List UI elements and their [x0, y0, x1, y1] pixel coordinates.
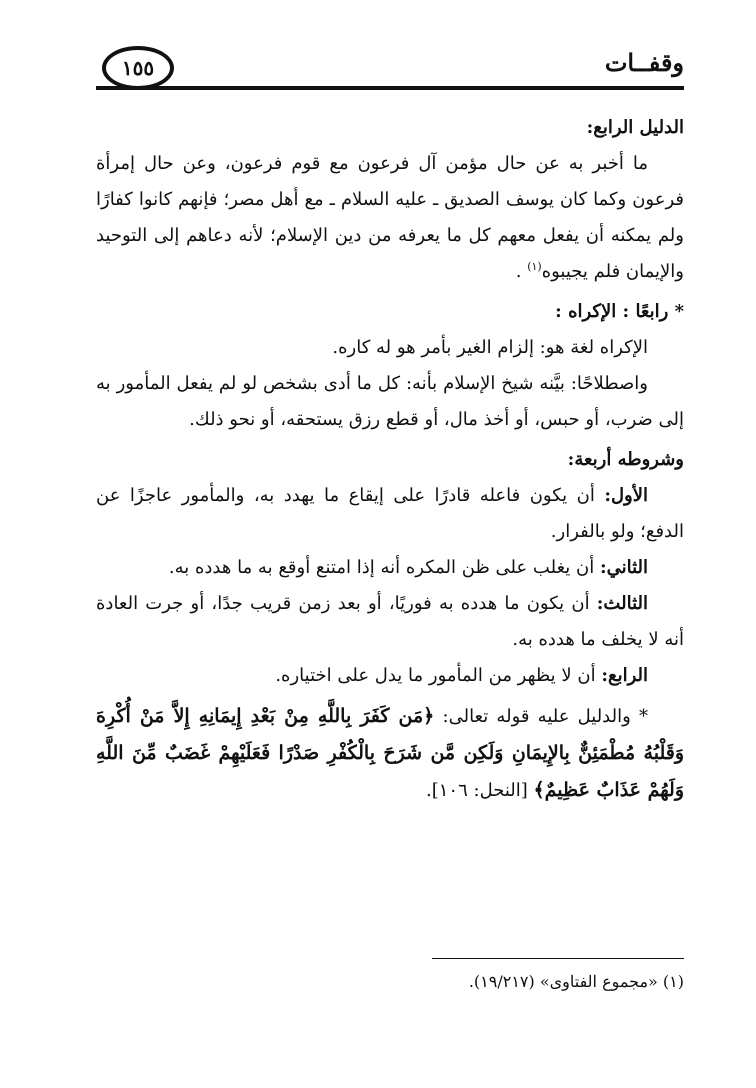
header-rule: [96, 86, 684, 90]
evidence-four-text-end: .: [515, 261, 528, 282]
condition-label: الثاني:: [599, 557, 648, 578]
page-number: ١٥٥: [102, 46, 174, 90]
evidence-intro: * والدليل عليه قوله تعالى:: [434, 706, 648, 727]
ikrah-lughah: الإكراه لغة هو: إلزام الغير بأمر هو له كاره.: [332, 337, 648, 358]
verse-citation: [النحل: ١٠٦].: [426, 780, 534, 801]
condition-item: [96, 478, 684, 550]
page-body: [96, 110, 684, 809]
page-header: [96, 44, 684, 94]
condition-label: الأول:: [604, 485, 648, 506]
footnote-ref[interactable]: (١): [527, 260, 542, 273]
condition-item: [96, 550, 684, 586]
section-heading-ikrah: * رابعًا : الإكراه :: [555, 301, 684, 322]
evidence-four-text: ما أخبر به عن حال مؤمن آل فرعون مع قوم فرعون، وعن حال إمرأة فرعون وكما كان يوسف الصديق ـ عليه السلام ـ مع أهل مصر؛ فإنهم كانوا كفارًا ولم يمكنه أن يفعل معهم كل ما يعرفه من دين الإسلام؛ لأنه دعاهم إلى التوحيد والإيمان فلم يجيبوه: [96, 153, 684, 282]
condition-label: الرابع:: [601, 665, 648, 686]
conditions-heading: وشروطه أربعة:: [567, 449, 684, 470]
footnote: (١) «مجموع الفتاوى» (١٩/٢١٧).: [468, 972, 684, 991]
condition-text: أن يغلب على ظن المكره أنه إذا امتنع أوقع به ما هدده به.: [168, 557, 600, 578]
condition-text: أن يكون ما هدده به فوريًا، أو بعد زمن قريب جدًا، أو جرت العادة أنه لا يخلف ما هدده به.: [96, 593, 684, 650]
quran-verse: ﴿مَن كَفَرَ بِاللَّهِ مِنْ بَعْدِ إِيمَانِهِ إِلاَّ مَنْ أُكْرِهَ وَقَلْبُهُ مُطْمَئِنٌّ بِالإِيمَانِ وَلَكِن مَّن شَرَحَ بِالْكُفْرِ صَدْرًا فَعَلَيْهِمْ غَضَبٌ مِّنَ اللَّهِ وَلَهُمْ عَذَابٌ عَظِيمٌ﴾: [96, 705, 684, 801]
condition-item: [96, 658, 684, 694]
section-heading-evidence-four: الدليل الرابع:: [586, 117, 684, 138]
footnote-rule: [432, 958, 684, 959]
evidence-paragraph: [96, 698, 684, 809]
condition-text: أن يكون فاعله قادرًا على إيقاع ما يهدد به، والمأمور عاجزًا عن الدفع؛ ولو بالفرار.: [96, 485, 684, 542]
condition-item: [96, 586, 684, 658]
ikrah-istilah: واصطلاحًا: بيَّنه شيخ الإسلام بأنه: كل ما أدى بشخص لو لم يفعل المأمور به إلى ضرب، أو حبس، أو أخذ مال، أو قطع رزق يستحقه، أو نحو ذلك.: [96, 373, 684, 430]
evidence-four-paragraph: [96, 146, 684, 290]
running-title: وقفــات: [604, 48, 684, 77]
condition-text: أن لا يظهر من المأمور ما يدل على اختياره.: [275, 665, 602, 686]
condition-label: الثالث:: [596, 593, 648, 614]
